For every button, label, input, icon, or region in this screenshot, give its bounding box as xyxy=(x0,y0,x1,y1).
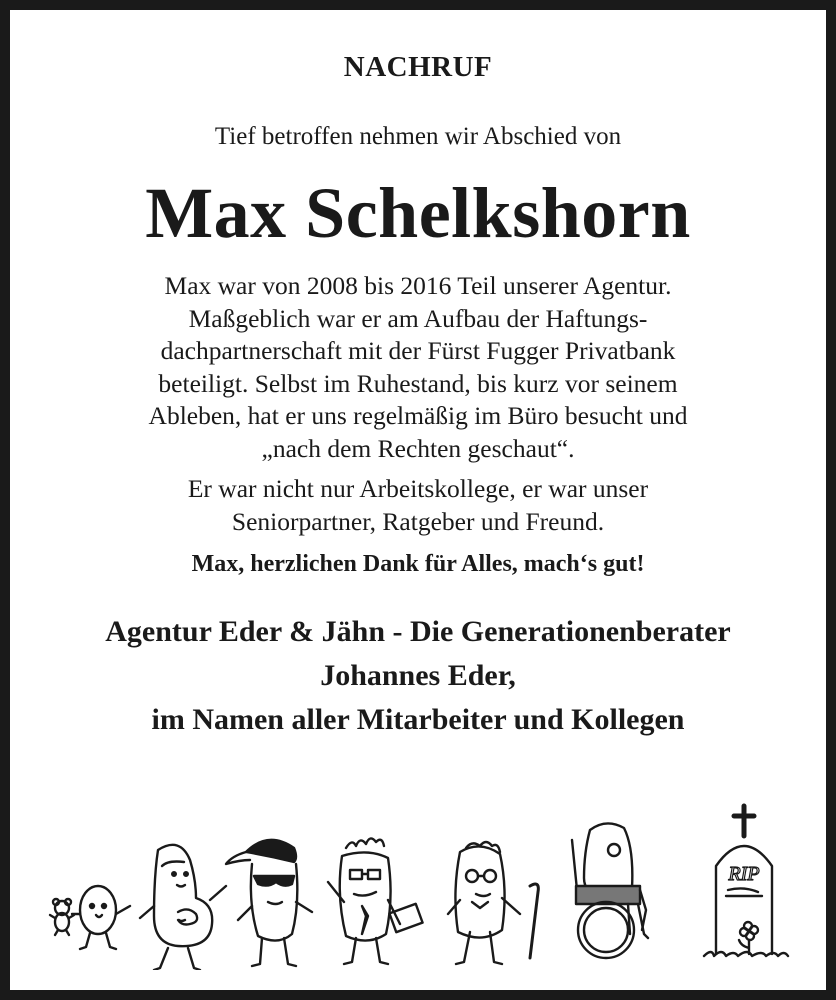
thanks-line: Max, herzlichen Dank für Alles, mach‘s gut! xyxy=(191,551,645,577)
paragraph-friendship xyxy=(68,473,768,538)
cap-sunglasses-figure-icon xyxy=(226,840,312,966)
paragraph-line: Maßgeblich war er am Aufbau der Haftungs- xyxy=(188,303,648,333)
signoff-agency: Agentur Eder & Jähn - Die Generationenberater xyxy=(105,615,731,648)
paragraph-line: beteiligt. Selbst im Ruhestand, bis kurz vor seinem xyxy=(158,368,678,398)
paragraph-line: Max war von 2008 bis 2016 Teil unserer Agentur. xyxy=(164,271,672,300)
wheelchair-figure-icon xyxy=(572,823,648,958)
notice-content xyxy=(20,20,816,742)
deceased-name: Max Schelkshorn xyxy=(145,173,691,253)
paragraph-line: dachpartnerschaft mit der Fürst Fugger Privatbank xyxy=(160,336,676,365)
paragraph-line: Er war nicht nur Arbeitskollege, er war unser xyxy=(187,474,649,503)
notice-heading: NACHRUF xyxy=(343,51,493,83)
elder-cane-figure-icon xyxy=(448,842,538,964)
paragraph-line: „nach dem Rechten geschaut“. xyxy=(261,433,575,463)
teddy-bear-icon xyxy=(50,899,74,935)
paragraph-line: Ableben, hat er uns regelmäßig im Büro besucht und xyxy=(148,401,688,430)
life-stages-illustration xyxy=(40,790,816,970)
paragraph-line: Seniorpartner, Ratgeber und Freund. xyxy=(231,506,605,536)
paragraph-career xyxy=(33,270,803,465)
baby-icon xyxy=(72,886,130,949)
signoff-staff: im Namen aller Mitarbeiter und Kollegen xyxy=(151,703,685,736)
intro-line: Tief betroffen nehmen wir Abschied von xyxy=(214,123,622,150)
gravestone-label: RIP xyxy=(728,863,760,885)
signoff-person: Johannes Eder, xyxy=(320,659,516,692)
businessman-figure-icon xyxy=(328,838,423,964)
pregnant-figure-icon xyxy=(140,845,226,970)
signoff-block xyxy=(20,610,816,742)
gravestone-icon xyxy=(704,806,788,956)
